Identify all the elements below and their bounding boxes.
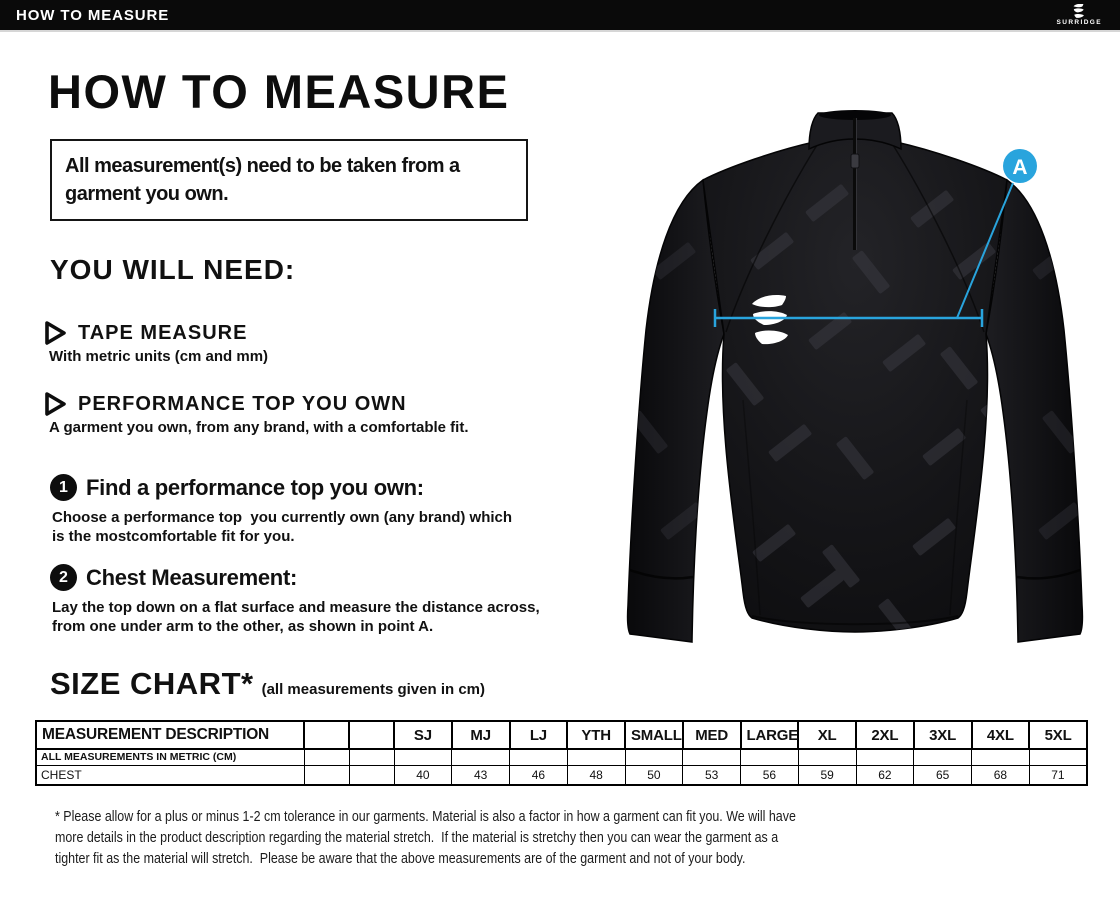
play-triangle-icon bbox=[44, 391, 67, 417]
table-cell bbox=[914, 749, 972, 765]
page-title: HOW TO MEASURE bbox=[48, 65, 510, 118]
top-bar bbox=[0, 0, 1120, 30]
table-cell bbox=[1029, 749, 1087, 765]
table-header-cell: 4XL bbox=[972, 721, 1030, 749]
table-cell: 62 bbox=[856, 765, 914, 785]
notice-text: garment you own. bbox=[65, 183, 229, 205]
table-cell: 53 bbox=[683, 765, 741, 785]
table-header-cell: SMALL bbox=[625, 721, 683, 749]
table-cell bbox=[349, 765, 394, 785]
table-cell bbox=[452, 749, 510, 765]
table-cell bbox=[798, 749, 856, 765]
table-row bbox=[36, 749, 1087, 765]
table-cell: 68 bbox=[972, 765, 1030, 785]
step-find-top bbox=[50, 474, 512, 546]
top-bar-title: HOW TO MEASURE bbox=[16, 6, 170, 24]
need-item-tape-measure bbox=[44, 320, 268, 365]
table-cell: 50 bbox=[625, 765, 683, 785]
step-number-badge: 2 bbox=[50, 564, 77, 591]
table-cell: ALL MEASUREMENTS IN METRIC (CM) bbox=[36, 749, 304, 765]
size-chart-title: SIZE CHART* bbox=[50, 666, 254, 701]
need-item-description: A garment you own, from any brand, with a comfortable fit. bbox=[49, 419, 469, 436]
table-cell bbox=[304, 749, 349, 765]
table-cell bbox=[567, 749, 625, 765]
size-chart-heading bbox=[50, 666, 485, 702]
table-cell: 46 bbox=[510, 765, 568, 785]
zip-pull bbox=[851, 154, 859, 168]
table-header-cell: MED bbox=[683, 721, 741, 749]
table-header-cell: LJ bbox=[510, 721, 568, 749]
point-a-label: A bbox=[1012, 156, 1028, 179]
surridge-s-icon bbox=[1073, 4, 1085, 19]
need-item-performance-top bbox=[44, 391, 468, 436]
need-item-title: TAPE MEASURE bbox=[78, 321, 248, 344]
table-cell: 71 bbox=[1029, 765, 1087, 785]
table-cell bbox=[741, 749, 799, 765]
surridge-brand-name: SURRIDGE bbox=[1056, 18, 1102, 26]
table-header-cell: XL bbox=[798, 721, 856, 749]
table-header-cell: LARGE bbox=[741, 721, 799, 749]
need-item-title: PERFORMANCE TOP YOU OWN bbox=[78, 392, 407, 415]
garment-image bbox=[600, 100, 1110, 670]
play-triangle-icon bbox=[44, 320, 67, 346]
disclaimer-text: more details in the product description regarding the material stretch. If the material is stretchy then you can wear the garment as a bbox=[55, 829, 779, 846]
table-cell bbox=[683, 749, 741, 765]
table-cell: 40 bbox=[394, 765, 452, 785]
disclaimer-text: * Please allow for a plus or minus 1-2 cm tolerance in our garments. Material is also a factor in how a garment can fit you. We will have bbox=[55, 808, 796, 825]
size-chart-subtitle: (all measurements given in cm) bbox=[261, 681, 485, 698]
table-header-cell: 5XL bbox=[1029, 721, 1087, 749]
disclaimer bbox=[55, 806, 796, 869]
table-cell bbox=[625, 749, 683, 765]
table-header-cell: SJ bbox=[394, 721, 452, 749]
notice-text: All measurement(s) need to be taken from a bbox=[65, 155, 460, 177]
size-table-header-row bbox=[36, 721, 1087, 749]
step-title: Find a performance top you own: bbox=[86, 474, 424, 500]
table-header-cell: MEASUREMENT DESCRIPTION bbox=[36, 721, 304, 749]
table-cell bbox=[349, 749, 394, 765]
table-cell bbox=[856, 749, 914, 765]
table-cell bbox=[304, 765, 349, 785]
step-chest-measurement bbox=[50, 564, 540, 636]
table-header-cell: YTH bbox=[567, 721, 625, 749]
table-cell bbox=[972, 749, 1030, 765]
table-header-cell bbox=[349, 721, 394, 749]
step-description: is the mostcomfortable fit for you. bbox=[52, 528, 295, 545]
table-header-cell bbox=[304, 721, 349, 749]
garment-torso bbox=[703, 138, 1024, 642]
table-cell: 59 bbox=[798, 765, 856, 785]
table-cell: CHEST bbox=[36, 765, 304, 785]
step-description: from one under arm to the other, as shown in point A. bbox=[52, 618, 434, 635]
notice-box bbox=[50, 139, 528, 221]
table-cell: 48 bbox=[567, 765, 625, 785]
table-header-cell: 3XL bbox=[914, 721, 972, 749]
table-cell bbox=[394, 749, 452, 765]
table-cell: 65 bbox=[914, 765, 972, 785]
you-will-need-heading: YOU WILL NEED: bbox=[50, 254, 296, 285]
size-table bbox=[35, 720, 1088, 786]
table-row bbox=[36, 765, 1087, 785]
disclaimer-text: tighter fit as the material will stretch. Please be aware that the above measurements are of the garment and not of your body. bbox=[55, 850, 746, 867]
top-bar-divider bbox=[0, 30, 1120, 32]
table-header-cell: MJ bbox=[452, 721, 510, 749]
table-cell bbox=[510, 749, 568, 765]
surridge-logo bbox=[1056, 4, 1102, 27]
table-cell: 56 bbox=[741, 765, 799, 785]
step-title: Chest Measurement: bbox=[86, 564, 297, 590]
table-header-cell: 2XL bbox=[856, 721, 914, 749]
need-item-description: With metric units (cm and mm) bbox=[49, 348, 269, 365]
step-description: Lay the top down on a flat surface and measure the distance across, bbox=[52, 599, 540, 616]
surridge-s-icon bbox=[752, 295, 788, 344]
table-cell: 43 bbox=[452, 765, 510, 785]
step-description: Choose a performance top you currently own (any brand) which bbox=[52, 509, 513, 526]
step-number-badge: 1 bbox=[50, 474, 77, 501]
